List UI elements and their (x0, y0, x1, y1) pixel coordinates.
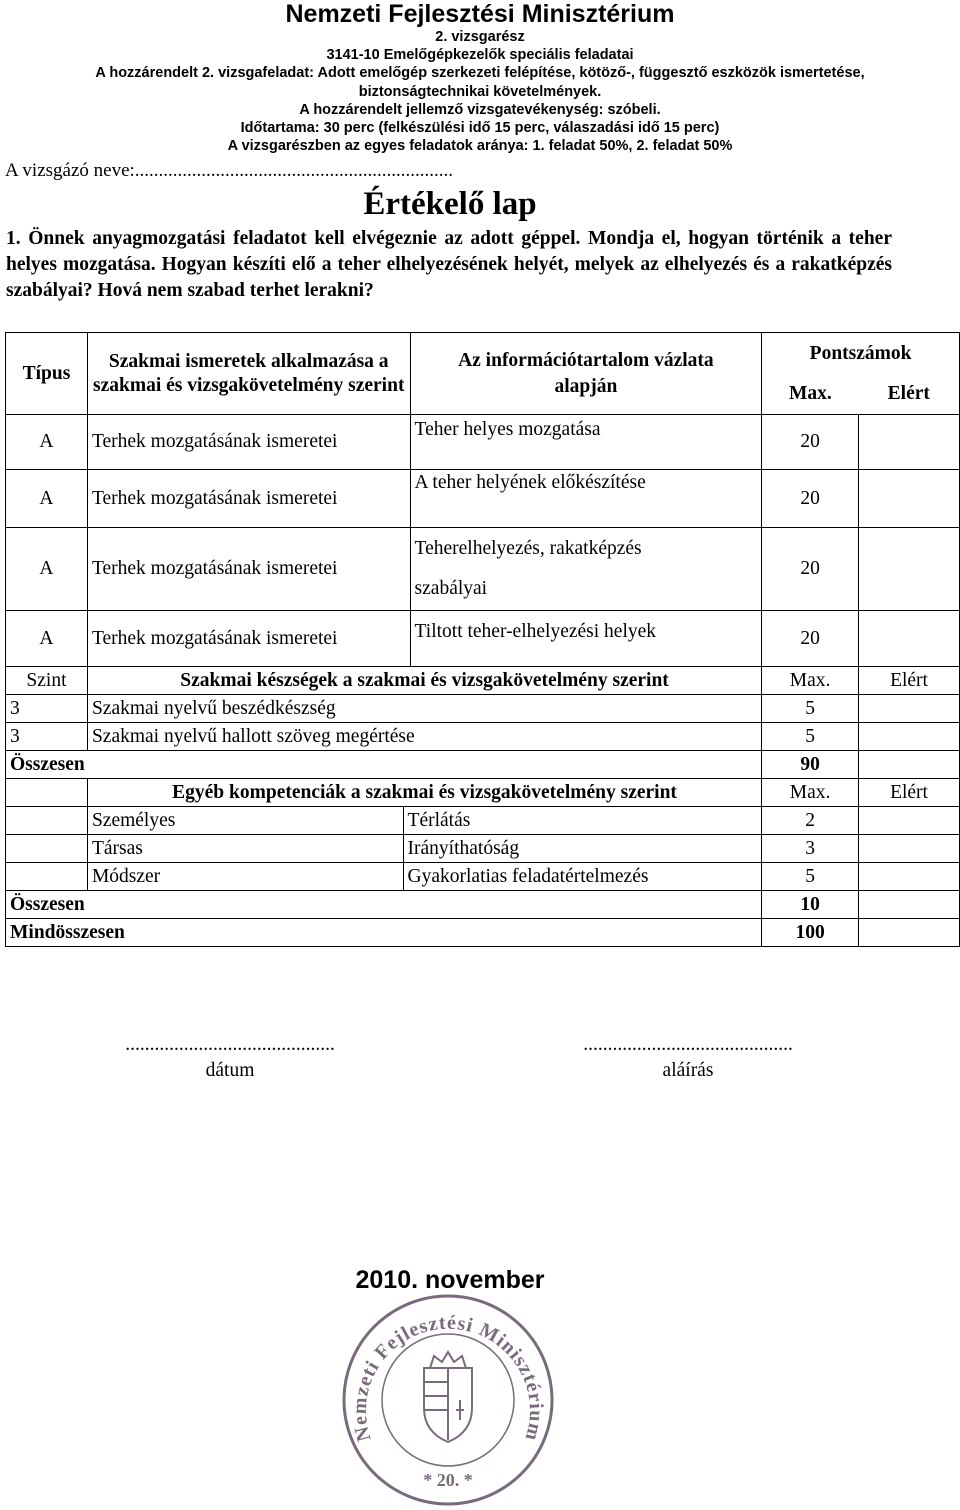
row-max: 20 (762, 528, 859, 611)
header-outline: Az információtartalom vázlata alapján (410, 333, 762, 415)
subtotal-value: 10 (762, 891, 859, 919)
row-outline (410, 528, 762, 611)
row-knowledge: Terhek mozgatásának ismeretei (87, 611, 410, 667)
subtotal-achieved (859, 891, 960, 919)
subtotal-achieved (859, 751, 960, 779)
subtotal-row (6, 891, 960, 919)
signature-dots: ........................................... (583, 1034, 793, 1055)
skill-max: 5 (762, 723, 859, 751)
doc-title: Értékelő lap (363, 186, 537, 222)
stamp-text: Nemzeti Fejlesztési Minisztérium (348, 1311, 548, 1444)
ratio-line: A vizsgarészben az egyes feladatok aránya: 1. feladat 50%, 2. feladat 50% (227, 138, 733, 155)
competency-max: 5 (762, 863, 859, 891)
competency-category: Személyes (87, 807, 403, 835)
exam-part: 2. vizsgarész (435, 29, 525, 45)
competency-max: 3 (762, 835, 859, 863)
skill-level: 3 (6, 695, 88, 723)
issue-date: 2010. november (355, 1266, 545, 1294)
row-type: A (6, 611, 88, 667)
signature-label: aláírás (662, 1060, 714, 1081)
assigned-task-line2: biztonságtechnikai követelmények. (358, 83, 602, 100)
examinee-name-field: A vizsgázó neve:................................................................... (5, 160, 454, 181)
header-type: Típus (6, 333, 88, 415)
subtotal-value: 90 (762, 751, 859, 779)
row-type: A (6, 415, 88, 470)
grand-total-value: 100 (762, 919, 859, 947)
row-achieved (859, 528, 960, 611)
skills-table (5, 666, 960, 947)
competency-achieved (859, 807, 960, 835)
row-max: 20 (762, 611, 859, 667)
competency-name: Térlátás (403, 807, 762, 835)
header-points: Pontszámok (762, 333, 960, 375)
row-achieved (859, 611, 960, 667)
table-row (6, 695, 960, 723)
grand-total-label: Mindösszesen (6, 919, 762, 947)
competency-blank (6, 807, 88, 835)
task-code: 3141-10 Emelőgépkezelők speciális feladatai (326, 47, 634, 64)
competency-blank (6, 835, 88, 863)
row-type: A (6, 528, 88, 611)
date-signature (90, 1034, 370, 1082)
competency-blank (6, 863, 88, 891)
table-row (6, 835, 960, 863)
skill-achieved (859, 723, 960, 751)
skill-max: 5 (762, 695, 859, 723)
table-row (6, 723, 960, 751)
competency-name: Irányíthatóság (403, 835, 762, 863)
subtotal-label: Összesen (6, 751, 762, 779)
stamp-number: * 20. * (423, 1470, 473, 1490)
row-outline: A teher helyének előkészítése (410, 470, 762, 528)
row-knowledge: Terhek mozgatásának ismeretei (87, 470, 410, 528)
grand-total-row (6, 919, 960, 947)
header-max: Max. (762, 375, 859, 415)
duration-line: Időtartama: 30 perc (felkészülési idő 15 perc, válaszadási idő 15 perc) (240, 120, 720, 137)
skill-level: 3 (6, 723, 88, 751)
coat-of-arms-icon (424, 1352, 472, 1442)
competency-achieved (859, 863, 960, 891)
skill-achieved (859, 695, 960, 723)
skill-name: Szakmai nyelvű hallott szöveg megértése (87, 723, 761, 751)
row-max: 20 (762, 470, 859, 528)
activity-line: A hozzárendelt jellemző vizsgatevékenység: szóbeli. (299, 101, 661, 118)
assigned-task-line1: A hozzárendelt 2. vizsgafeladat: Adott emelőgép szerkezeti felépítése, kötöző-, függesztő eszközök ismertetése, (95, 65, 865, 82)
table-row (6, 415, 960, 470)
ministry-stamp (338, 1290, 558, 1510)
competency-name: Gyakorlatias feladatértelmezés (403, 863, 762, 891)
table-row (6, 863, 960, 891)
grand-total-achieved (859, 919, 960, 947)
signature-field (548, 1034, 828, 1082)
header-max: Max. (762, 779, 859, 807)
header-competencies: Egyéb kompetenciák a szakmai és vizsgakövetelmény szerint (87, 779, 761, 807)
row-outline-line2: szabályai (414, 578, 488, 599)
table-row (6, 528, 960, 611)
header-achieved: Elért (859, 667, 960, 695)
row-achieved (859, 415, 960, 470)
row-outline: Teher helyes mozgatása (410, 415, 762, 470)
header-skills: Szakmai készségek a szakmai és vizsgakövetelmény szerint (87, 667, 761, 695)
table-row (6, 470, 960, 528)
ministry-name: Nemzeti Fejlesztési Minisztérium (285, 0, 675, 28)
question-text: 1. Önnek anyagmozgatási feladatot kell elvégeznie az adott géppel. Mondja el, hogyan történik a teher helyes mozgatása. Hogyan készíti elő a teher elhelyezésének helyét, melyek az elhelyezés és a rakatképzés szabályai? Hová nem szabad terhet lerakni? (6, 228, 892, 301)
date-label: dátum (205, 1060, 255, 1081)
subtotal-row (6, 751, 960, 779)
row-knowledge: Terhek mozgatásának ismeretei (87, 415, 410, 470)
row-type: A (6, 470, 88, 528)
table-row (6, 807, 960, 835)
header-achieved: Elért (859, 779, 960, 807)
knowledge-table (5, 332, 960, 667)
row-achieved (859, 470, 960, 528)
header-knowledge: Szakmai ismeretek alkalmazása a szakmai és vizsgakövetelmény szerint (87, 333, 410, 415)
header-level: Szint (6, 667, 88, 695)
competency-category: Társas (87, 835, 403, 863)
date-dots: ........................................... (125, 1034, 335, 1055)
header-max: Max. (762, 667, 859, 695)
table-row (6, 611, 960, 667)
header-blank (6, 779, 88, 807)
competency-achieved (859, 835, 960, 863)
row-outline-line1: Teherelhelyezés, rakatképzés (414, 538, 642, 559)
row-max: 20 (762, 415, 859, 470)
header-achieved: Elért (859, 375, 960, 415)
competency-category: Módszer (87, 863, 403, 891)
row-knowledge: Terhek mozgatásának ismeretei (87, 528, 410, 611)
document-header (0, 0, 960, 155)
subtotal-label: Összesen (6, 891, 762, 919)
competency-max: 2 (762, 807, 859, 835)
row-outline: Tiltott teher-elhelyezési helyek (410, 611, 762, 667)
skill-name: Szakmai nyelvű beszédkészség (87, 695, 761, 723)
